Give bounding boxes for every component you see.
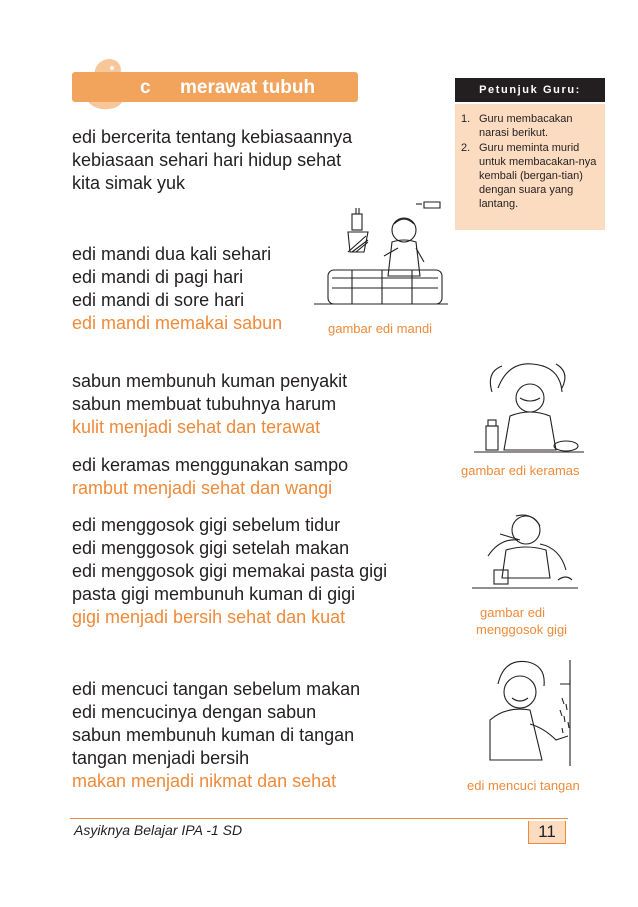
poem-line: sabun membunuh kuman di tangan: [72, 725, 355, 745]
page-number: 11: [528, 821, 566, 844]
poem-line: sabun membunuh kuman penyakit: [72, 371, 348, 391]
poem-line: edi bercerita tentang kebiasaannya: [72, 127, 353, 147]
caption-keramas: gambar edi keramas: [461, 463, 580, 478]
bathing-illustration: [312, 196, 448, 314]
poem-line: edi mandi di pagi hari: [72, 267, 244, 287]
poem-line: sabun membuat tubuhnya harum: [72, 394, 337, 414]
poem-line: kita simak yuk: [72, 173, 186, 193]
chapter-title: merawat tubuh: [180, 77, 316, 98]
poem-highlight-line: edi mandi memakai sabun: [72, 313, 283, 333]
stanza-mandi: [72, 243, 282, 335]
teacher-guide-heading: Petunjuk Guru:: [455, 78, 605, 102]
guide-item: [461, 141, 599, 211]
poem-line: edi keramas menggunakan sampo: [72, 455, 349, 475]
stanza-gosok-gigi: [72, 514, 387, 629]
poem-line: tangan menjadi bersih: [72, 748, 250, 768]
caption-mandi: gambar edi mandi: [328, 321, 433, 336]
shampoo-illustration: [470, 358, 588, 458]
guide-item-number: 2.: [461, 142, 471, 154]
poem-highlight-line: rambut menjadi sehat dan wangi: [72, 478, 333, 498]
poem-line: edi mandi di sore hari: [72, 290, 245, 310]
guide-item: [461, 112, 599, 140]
chapter-letter: c: [140, 77, 151, 98]
handwashing-illustration: [476, 654, 586, 770]
caption-cuci-tangan: edi mencuci tangan: [467, 778, 580, 793]
caption-gosok-gigi-2: menggosok gigi: [476, 622, 568, 637]
poem-highlight-line: gigi menjadi bersih sehat dan kuat: [72, 607, 346, 627]
poem-highlight-line: kulit menjadi sehat dan terawat: [72, 417, 321, 437]
poem-line: edi menggosok gigi memakai pasta gigi: [72, 561, 388, 581]
guide-item-text: Guru membacakan narasi berikut.: [479, 113, 573, 139]
stanza-keramas: [72, 454, 348, 500]
poem-highlight-line: makan menjadi nikmat dan sehat: [72, 771, 337, 791]
teacher-guide-box: [455, 104, 605, 230]
poem-line: edi mencucinya dengan sabun: [72, 702, 317, 722]
footer-divider: [70, 818, 568, 819]
stanza-intro: [72, 126, 352, 195]
poem-line: kebiasaan sehari hari hidup sehat: [72, 150, 342, 170]
teacher-guide-list: [455, 104, 605, 211]
poem-line: edi menggosok gigi setelah makan: [72, 538, 350, 558]
poem-line: edi mandi dua kali sehari: [72, 244, 272, 264]
guide-item-number: 1.: [461, 113, 471, 125]
toothbrush-illustration: [470, 510, 580, 592]
poem-line: edi mencuci tangan sebelum makan: [72, 679, 361, 699]
guide-item-text: Guru meminta murid untuk membacakan-nya kembali (bergan-tian) dengan suara yang lantang.: [479, 142, 597, 210]
footer-book-title: Asyiknya Belajar IPA -1 SD: [74, 822, 243, 838]
stanza-cuci-tangan: [72, 678, 360, 793]
poem-line: edi menggosok gigi sebelum tidur: [72, 515, 341, 535]
caption-gosok-gigi-1: gambar edi: [480, 605, 546, 620]
poem-line: pasta gigi membunuh kuman di gigi: [72, 584, 356, 604]
stanza-sabun: [72, 370, 347, 439]
